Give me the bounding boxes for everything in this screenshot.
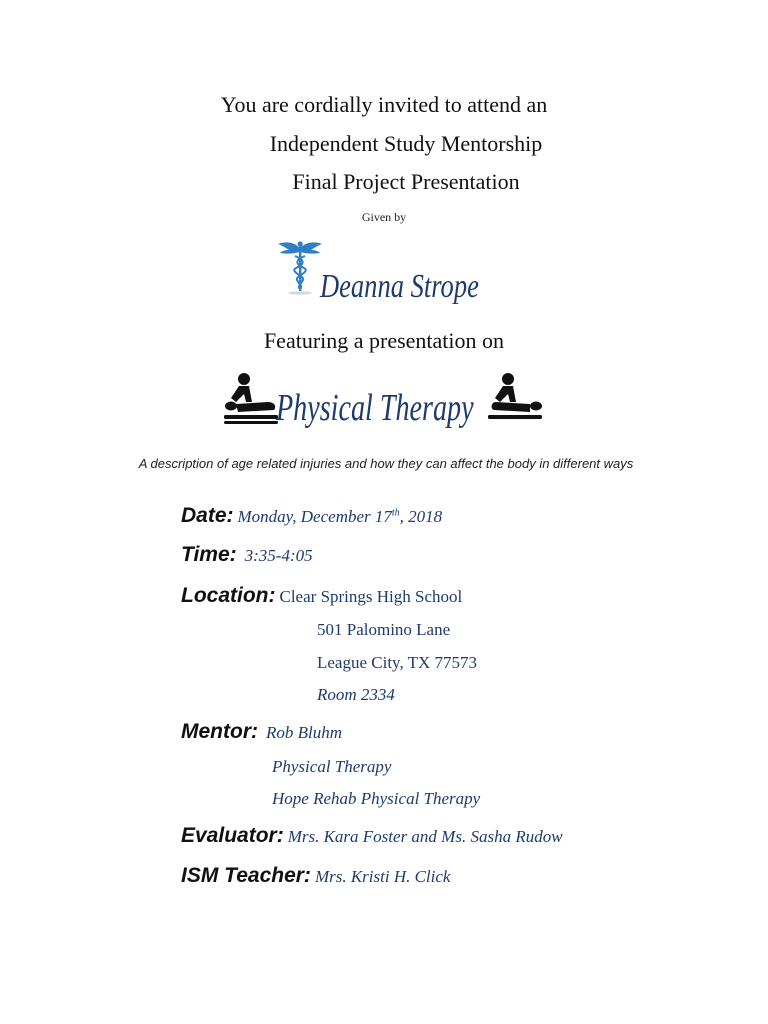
location-line-2: 501 Palomino Lane: [317, 620, 451, 639]
location-line-1: Clear Springs High School: [279, 587, 463, 606]
date-value: Monday, December 17th, 2018: [237, 507, 443, 526]
caduceus-icon: [276, 238, 324, 296]
date-row: [181, 504, 442, 528]
massage-therapy-icon-right: [486, 372, 544, 426]
massage-therapy-icon: [222, 372, 280, 426]
ism-teacher-value: Mrs. Kristi H. Click: [314, 867, 451, 886]
presenter-name: Deanna Strope: [320, 268, 479, 305]
invite-line-1: You are cordially invited to attend an: [220, 92, 548, 117]
featuring-line: Featuring a presentation on: [263, 328, 505, 353]
location-row: [181, 584, 462, 608]
invite-line-3: Final Project Presentation: [292, 169, 520, 194]
mentor-line-1: Rob Bluhm: [266, 723, 343, 742]
date-label: Date:: [181, 504, 234, 527]
mentor-label: Mentor:: [181, 720, 258, 743]
mentor-line-3: Hope Rehab Physical Therapy: [272, 789, 481, 808]
evaluator-row: [181, 824, 563, 848]
location-label: Location:: [181, 584, 276, 607]
presentation-description: A description of age related injuries and how they can affect the body in different ways: [138, 456, 634, 471]
evaluator-value: Mrs. Kara Foster and Ms. Sasha Rudow: [287, 827, 563, 846]
location-line-4: Room 2334: [317, 685, 395, 704]
time-label: Time:: [181, 543, 237, 566]
location-line-3: League City, TX 77573: [317, 653, 478, 672]
ism-teacher-row: [181, 864, 450, 888]
evaluator-label: Evaluator:: [181, 824, 284, 847]
topic-title: Physical Therapy: [276, 387, 474, 429]
mentor-row: [181, 720, 342, 744]
time-row: [181, 543, 313, 567]
mentor-line-2: Physical Therapy: [272, 757, 392, 776]
ism-teacher-label: ISM Teacher:: [181, 864, 311, 887]
given-by-label: Given by: [361, 210, 407, 224]
time-value: 3:35-4:05: [244, 546, 313, 565]
invite-line-2: Independent Study Mentorship: [269, 131, 543, 156]
